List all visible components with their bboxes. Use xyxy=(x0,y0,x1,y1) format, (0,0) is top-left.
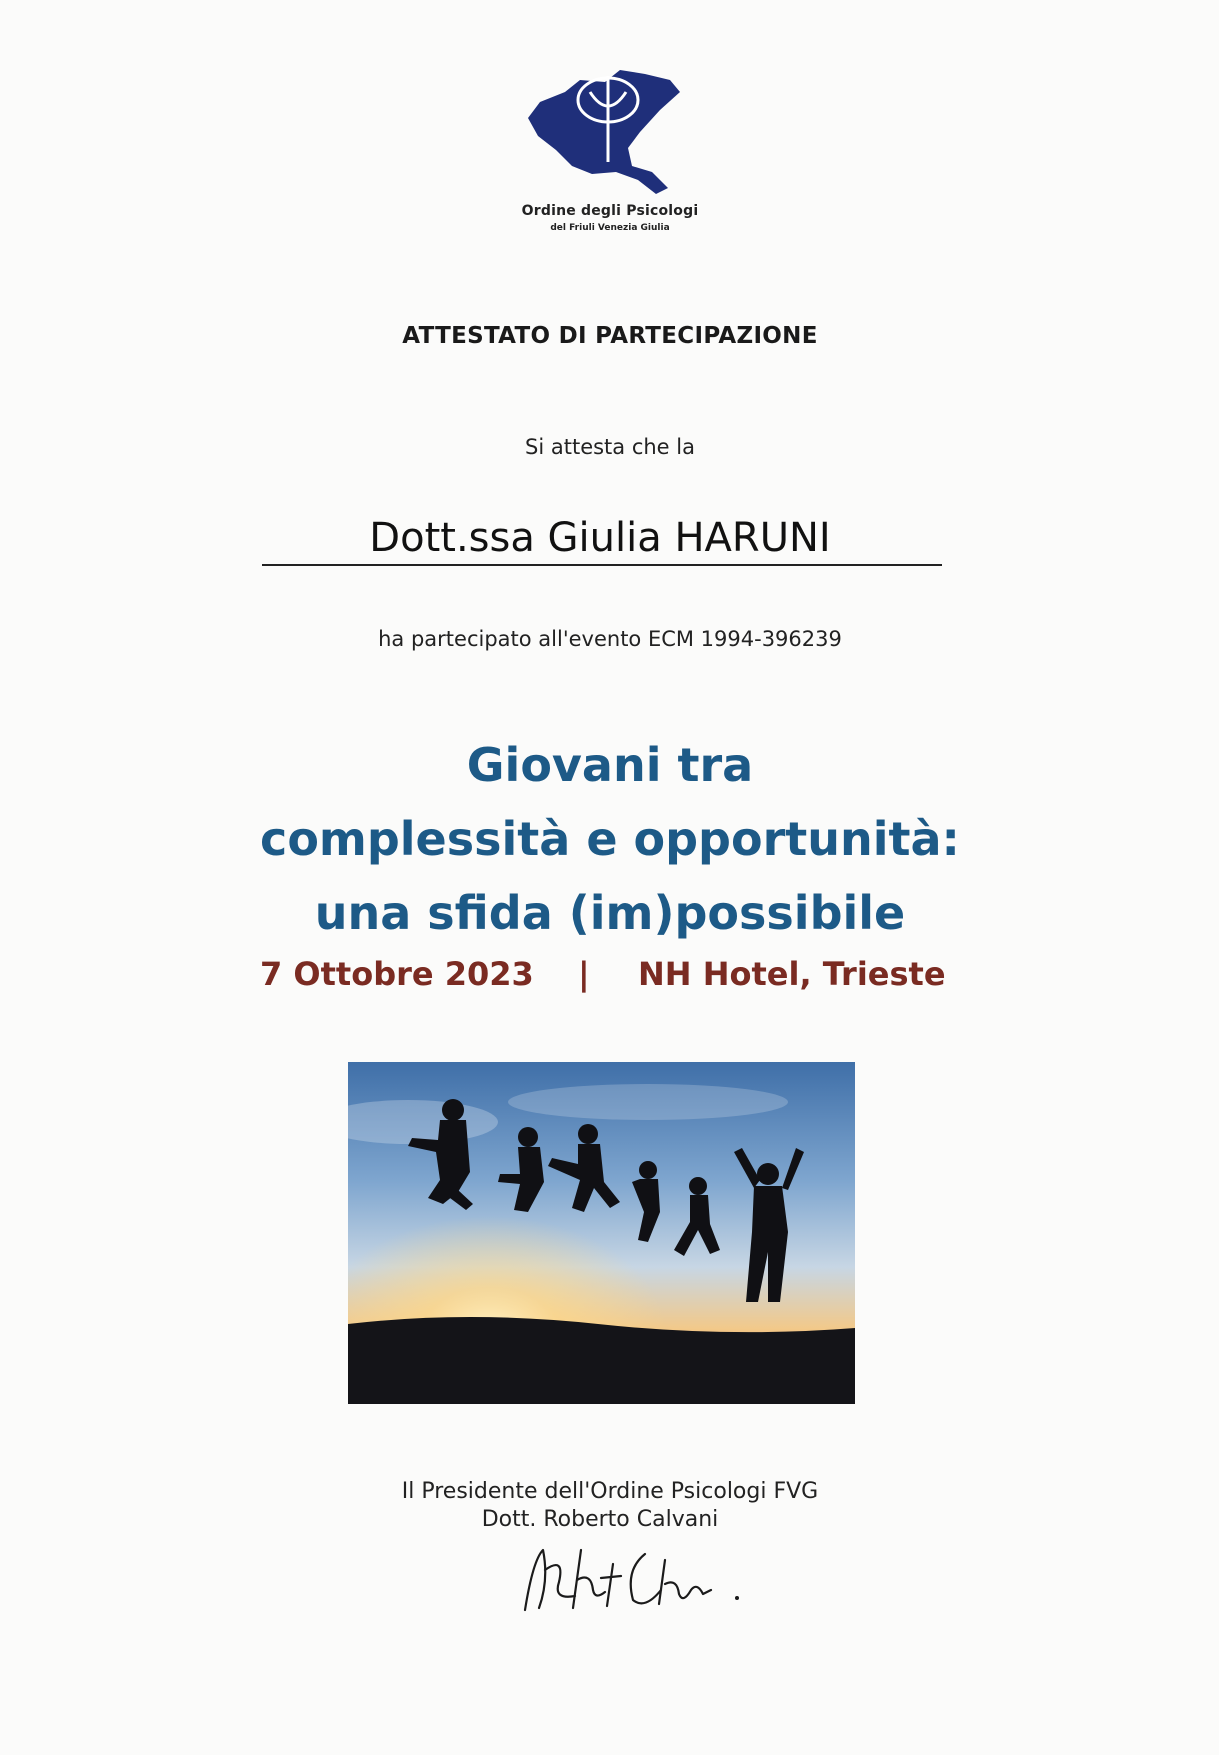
event-title-line-1: Giovani tra xyxy=(466,738,754,792)
recipient-name: Dott.ssa Giulia HARUNI xyxy=(369,515,831,561)
recipient-underline xyxy=(262,564,942,566)
psi-fvg-map-logo xyxy=(520,62,700,202)
certificate-intro: Si attesta che la xyxy=(525,435,695,459)
event-title xyxy=(160,728,1060,950)
event-separator: | xyxy=(578,955,590,993)
event-title-line-3: una sfida (im)possibile xyxy=(314,886,906,940)
event-date: 7 Ottobre 2023 xyxy=(260,955,534,993)
certificate-title: ATTESTATO DI PARTECIPAZIONE xyxy=(402,323,818,349)
organization-name: Ordine degli Psicologi xyxy=(521,203,699,219)
signatory-role: Il Presidente dell'Ordine Psicologi FVG xyxy=(401,1479,819,1504)
organization-region: del Friuli Venezia Giulia xyxy=(550,223,670,233)
event-participation-line: ha partecipato all'evento ECM 1994-396239 xyxy=(378,627,842,651)
event-title-line-2: complessità e opportunità: xyxy=(260,812,960,866)
signatory-name: Dott. Roberto Calvani xyxy=(481,1507,719,1532)
event-location: NH Hotel, Trieste xyxy=(638,955,946,993)
handwritten-signature xyxy=(515,1520,755,1620)
jumping-youth-silhouettes-sunset-photo xyxy=(348,1062,855,1404)
